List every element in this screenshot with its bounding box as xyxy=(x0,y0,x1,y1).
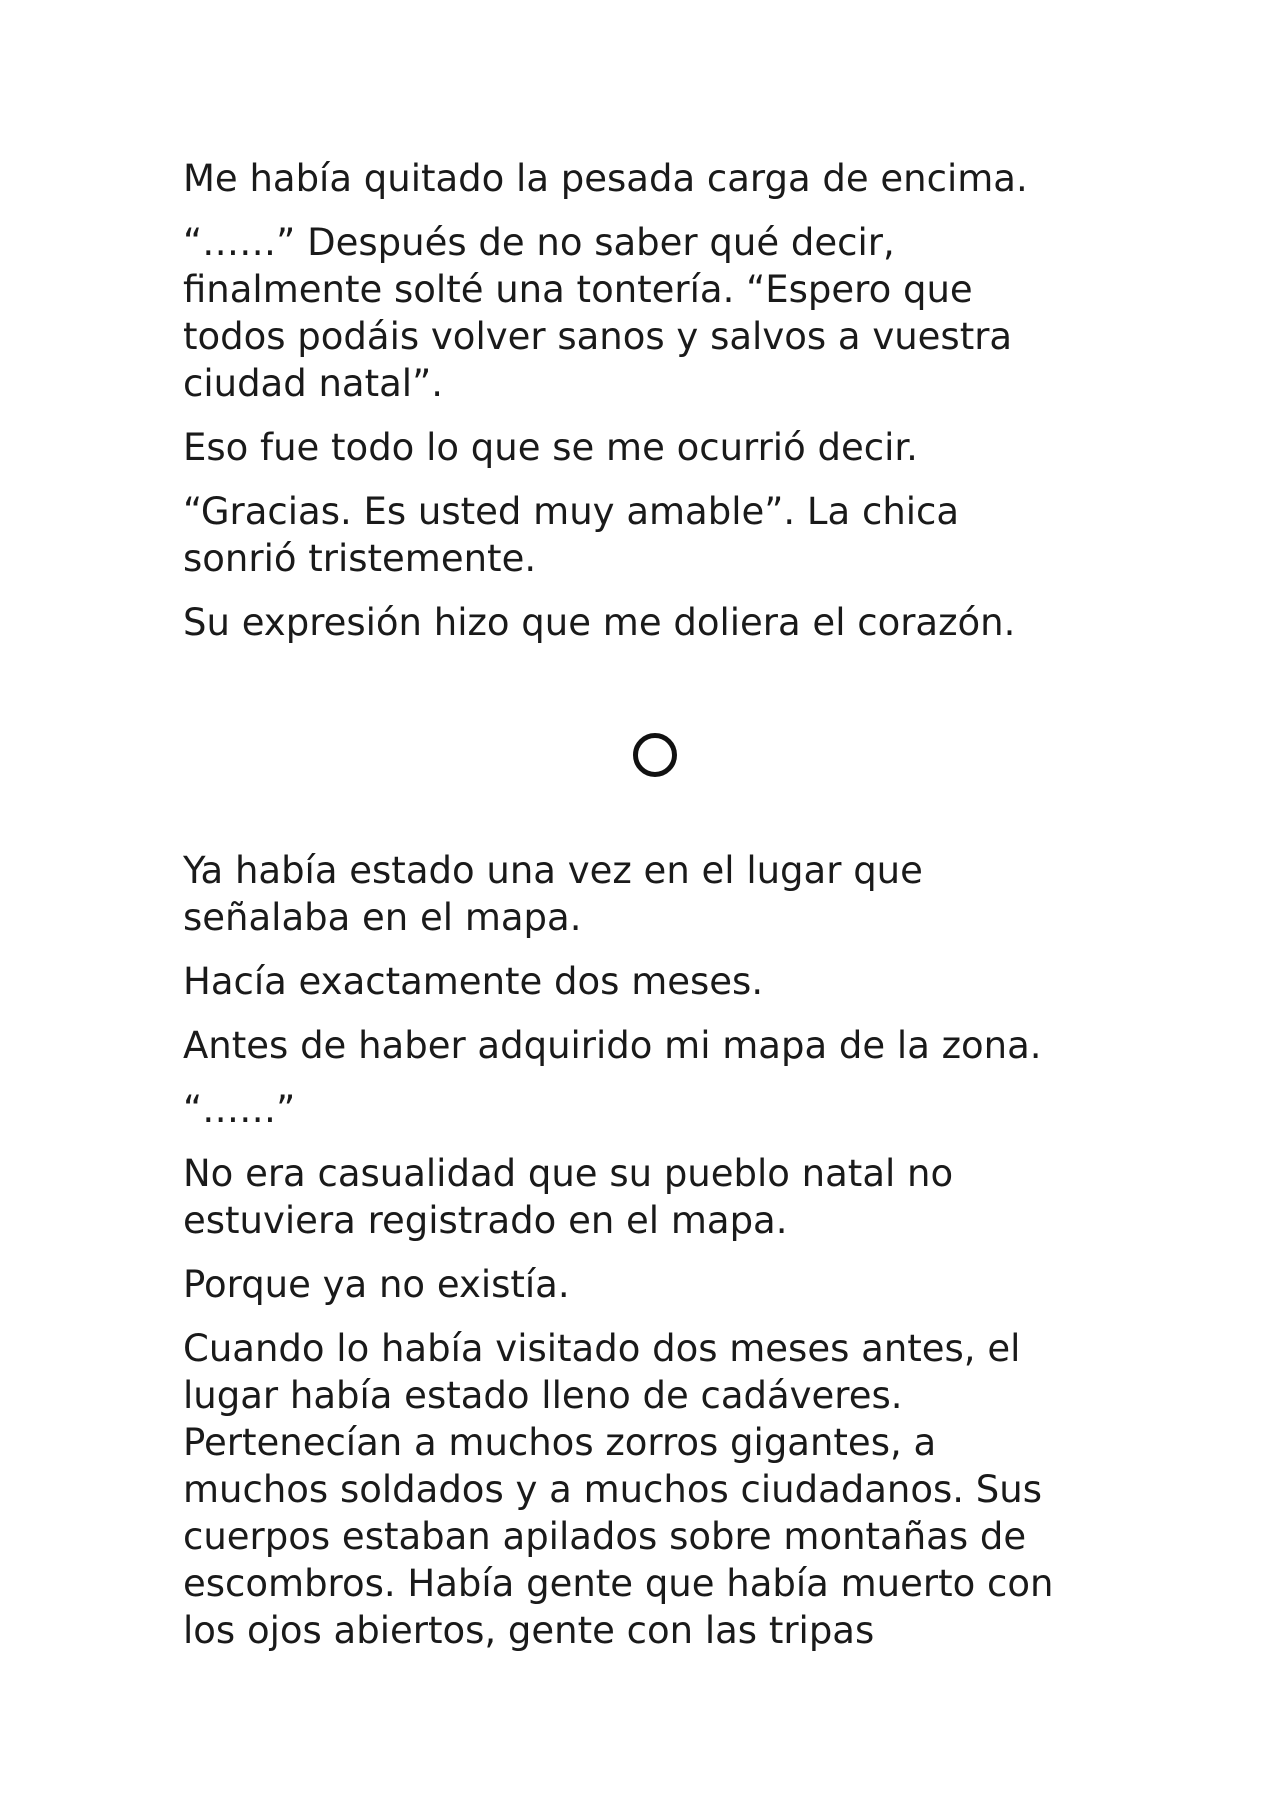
paragraph: Antes de haber adquirido mi mapa de la zona. xyxy=(183,1024,1042,1067)
paragraph: Ya había estado una vez en el lugar que señalaba en el mapa. xyxy=(183,849,923,939)
paragraph: Su expresión hizo que me doliera el corazón. xyxy=(183,601,1016,644)
circle-icon xyxy=(633,733,677,777)
paragraph: Cuando lo había visitado dos meses antes, el lugar había estado lleno de cadáveres. Pertenecían a muchos zorros gigantes, a muchos soldados y a muchos ciudadanos. Sus cuerpos estaban apilados sobre montañas de escombros. Había gente que había muerto con los ojos abiertos, gente con las tripas xyxy=(183,1327,1054,1652)
paragraph: “Gracias. Es usted muy amable”. La chica sonrió tristemente. xyxy=(183,490,960,580)
section-one xyxy=(183,155,1113,663)
paragraph: Eso fue todo lo que se me ocurrió decir. xyxy=(183,426,918,469)
paragraph: Me había quitado la pesada carga de encima. xyxy=(183,157,1028,200)
paragraph: Porque ya no existía. xyxy=(183,1263,570,1306)
section-two xyxy=(183,847,1113,1671)
paragraph: No era casualidad que su pueblo natal no estuviera registrado en el mapa. xyxy=(183,1152,954,1242)
paragraph: “……” Después de no saber qué decir, finalmente solté una tontería. “Espero que todos podáis volver sanos y salvos a vuestra ciudad natal”. xyxy=(183,221,1013,405)
paragraph: “……” xyxy=(183,1088,296,1131)
paragraph: Hacía exactamente dos meses. xyxy=(183,960,764,1003)
